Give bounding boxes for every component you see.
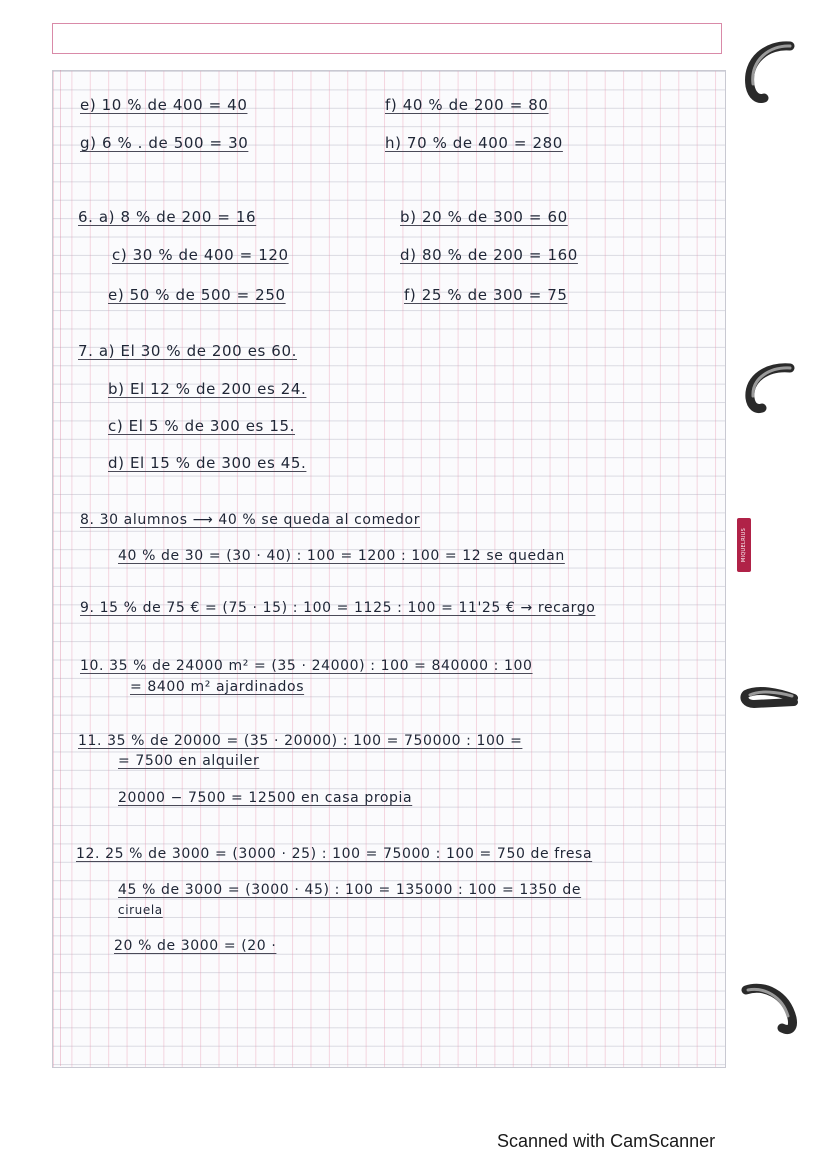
line-6f: f) 25 % de 300 = 75 bbox=[404, 286, 568, 304]
line-12d: 20 % de 3000 = (20 · bbox=[114, 938, 277, 954]
line-11b: = 7500 en alquiler bbox=[118, 753, 260, 769]
line-7c: c) El 5 % de 300 es 15. bbox=[108, 417, 295, 435]
line-6c: c) 30 % de 400 = 120 bbox=[112, 246, 289, 264]
binder-ring-icon bbox=[738, 358, 798, 418]
line-6b: b) 20 % de 300 = 60 bbox=[400, 208, 568, 226]
line-10a: 10. 35 % de 24000 m² = (35 · 24000) : 100 = 840000 : 100 bbox=[80, 658, 533, 674]
line-9: 9. 15 % de 75 € = (75 · 15) : 100 = 1125 : 100 = 11'25 € → recargo bbox=[80, 600, 596, 616]
scanner-footer: Scanned with CamScanner bbox=[497, 1131, 716, 1151]
line-12b: 45 % de 3000 = (3000 · 45) : 100 = 135000 : 100 = 1350 de bbox=[118, 882, 582, 898]
line-g: g) 6 % . de 500 = 30 bbox=[80, 134, 249, 152]
line-7b: b) El 12 % de 200 es 24. bbox=[108, 380, 307, 398]
binder-ring-icon bbox=[738, 38, 798, 108]
line-6d: d) 80 % de 200 = 160 bbox=[400, 246, 578, 264]
header-box bbox=[52, 23, 722, 54]
line-12c: ciruela bbox=[118, 903, 163, 917]
line-6a: 6. a) 8 % de 200 = 16 bbox=[78, 208, 257, 226]
line-e: e) 10 % de 400 = 40 bbox=[80, 96, 248, 114]
line-7d: d) El 15 % de 300 es 45. bbox=[108, 454, 307, 472]
line-6e: e) 50 % de 500 = 250 bbox=[108, 286, 286, 304]
binder-ring-icon bbox=[736, 978, 798, 1042]
line-8a: 8. 30 alumnos ⟶ 40 % se queda al comedor bbox=[80, 512, 421, 528]
line-12a: 12. 25 % de 3000 = (3000 · 25) : 100 = 75000 : 100 = 750 de fresa bbox=[76, 846, 593, 862]
line-11c: 20000 − 7500 = 12500 en casa propia bbox=[118, 790, 413, 806]
line-11a: 11. 35 % de 20000 = (35 · 20000) : 100 = 750000 : 100 = bbox=[78, 733, 523, 749]
line-f: f) 40 % de 200 = 80 bbox=[385, 96, 549, 114]
binder-ring-icon bbox=[738, 678, 798, 718]
line-10b: = 8400 m² ajardinados bbox=[130, 679, 305, 695]
brand-tab-label: MIQUELRIUS bbox=[741, 527, 747, 563]
margin-line bbox=[60, 70, 61, 1066]
line-7a: 7. a) El 30 % de 200 es 60. bbox=[78, 342, 297, 360]
line-h: h) 70 % de 400 = 280 bbox=[385, 134, 563, 152]
line-8b: 40 % de 30 = (30 · 40) : 100 = 1200 : 100 = 12 se quedan bbox=[118, 548, 565, 564]
